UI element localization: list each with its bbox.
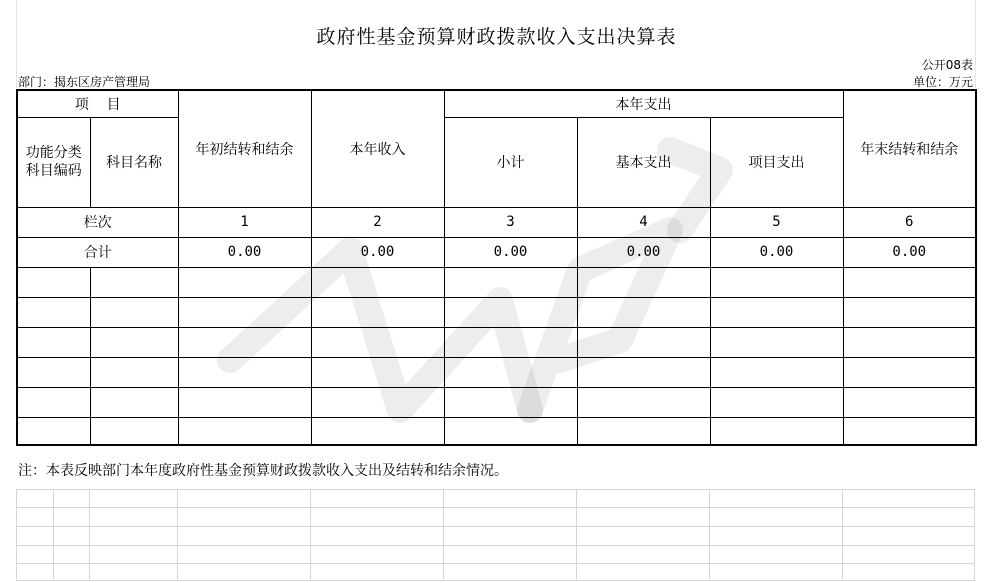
department-label: 部门：揭东区房产管理局	[18, 75, 151, 89]
total-cell: 0.00	[843, 237, 976, 267]
table-row	[17, 297, 976, 327]
total-cell: 0.00	[311, 237, 444, 267]
unit-label: 单位：万元	[912, 75, 973, 89]
total-row-label: 合计	[17, 237, 178, 267]
table-row	[17, 417, 976, 445]
total-cell: 0.00	[178, 237, 311, 267]
header-subtotal: 小计	[444, 117, 577, 207]
row-index-cell: 3	[444, 207, 577, 237]
header-subject-name: 科目名称	[90, 117, 178, 207]
header-income: 本年收入	[311, 90, 444, 207]
header-expense-group: 本年支出	[444, 90, 843, 117]
form-code: 公开08表	[921, 58, 973, 72]
total-cell: 0.00	[577, 237, 710, 267]
row-index-cell: 4	[577, 207, 710, 237]
table-row	[17, 267, 976, 297]
row-index-cell: 6	[843, 207, 976, 237]
row-index-cell: 5	[710, 207, 843, 237]
row-index-cell: 2	[311, 207, 444, 237]
header-basic: 基本支出	[577, 117, 710, 207]
table-row	[17, 327, 976, 357]
total-cell: 0.00	[710, 237, 843, 267]
table-row	[17, 387, 976, 417]
row-index-label: 栏次	[17, 207, 178, 237]
header-end-balance: 年末结转和结余	[843, 90, 976, 207]
row-index-cell: 1	[178, 207, 311, 237]
header-begin-balance: 年初结转和结余	[178, 90, 311, 207]
budget-table	[16, 89, 977, 446]
header-project: 项目支出	[710, 117, 843, 207]
footnote: 注：本表反映部门本年度政府性基金预算财政拨款收入支出及结转和结余情况。	[18, 463, 508, 479]
header-item: 项 目	[17, 90, 178, 117]
table-row	[17, 357, 976, 387]
table-title: 政府性基金预算财政拨款收入支出决算表	[316, 26, 677, 48]
total-cell: 0.00	[444, 237, 577, 267]
sheet-gridlines	[16, 489, 975, 581]
header-func-code: 功能分类科目编码	[17, 117, 90, 207]
